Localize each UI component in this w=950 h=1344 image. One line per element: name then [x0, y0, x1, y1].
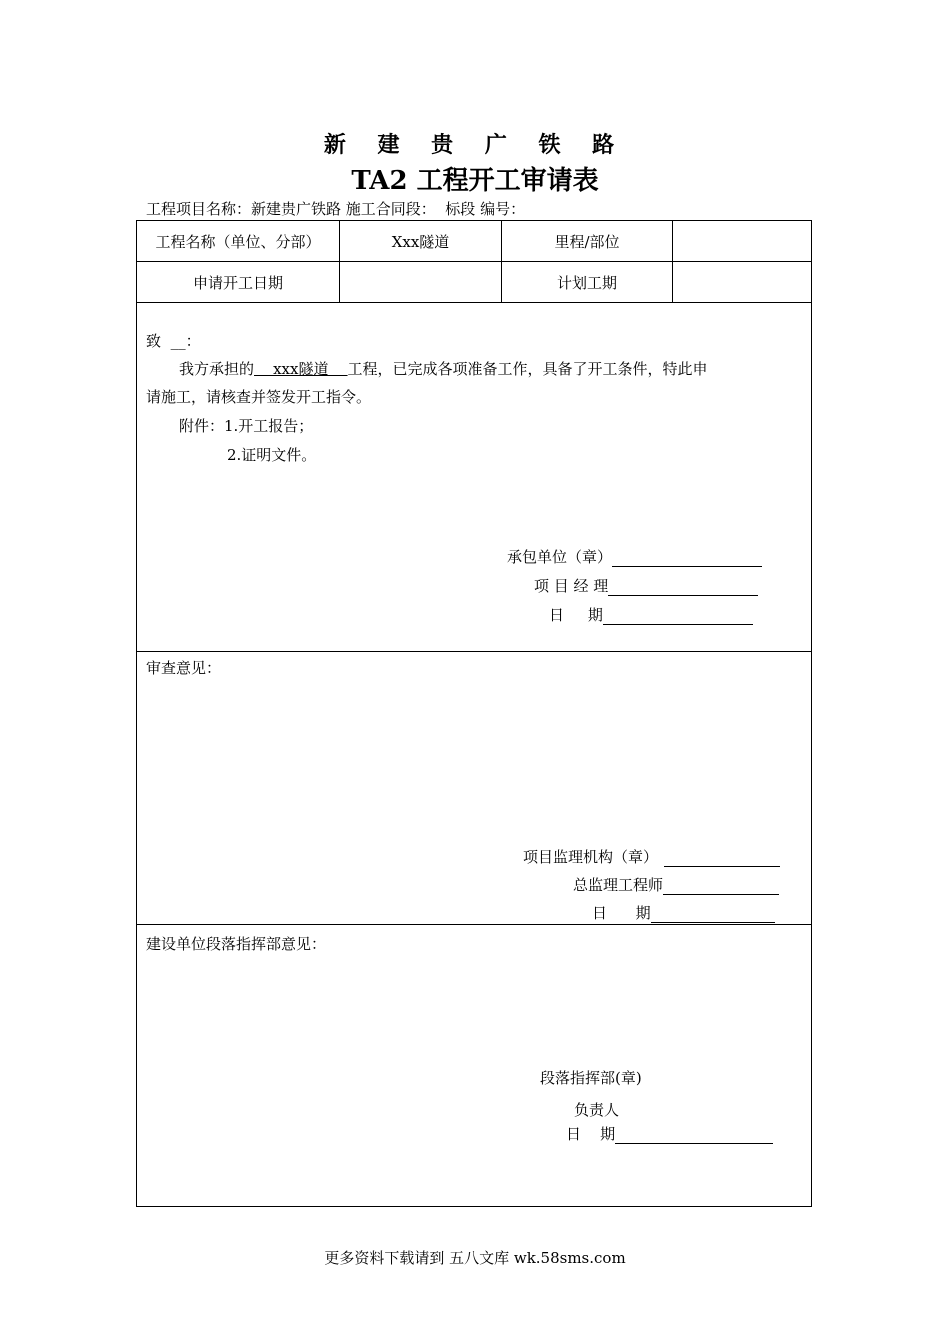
contractor-seal-line — [507, 546, 762, 567]
document-title-line2: TA2 工程开工审请表 — [351, 166, 599, 196]
supervision-org-label: 项目监理机构（章） — [523, 848, 659, 866]
table-cell: 计划工期 — [502, 262, 673, 303]
signature-line — [663, 894, 779, 895]
chief-supervisor-label: 总监理工程师 — [573, 876, 664, 894]
addressee-blank: __ — [170, 332, 186, 350]
owner-date-line — [566, 1123, 773, 1144]
info-table — [136, 220, 812, 303]
request-paragraph-line2: 请施工，请核查并签发开工指令。 — [146, 388, 372, 406]
signature-line — [615, 1143, 773, 1144]
table-row — [137, 221, 812, 262]
project-info-line: 工程项目名称：新建贵广铁路 施工合同段： 标段 编号： — [146, 200, 526, 218]
document-title-line1: 新 建 贵 广 铁 路 — [323, 132, 627, 158]
project-name-blank: xxx隧道 — [254, 360, 348, 378]
table-cell: 申请开工日期 — [137, 262, 340, 303]
section-hq-seal: 段落指挥部(章) — [540, 1069, 642, 1087]
table-cell: 里程/部位 — [502, 221, 673, 262]
table-cell — [673, 221, 812, 262]
attachment-1: 附件：1.开工报告； — [179, 417, 314, 435]
signature-line — [603, 624, 753, 625]
application-date-label: 日 期 — [549, 606, 603, 624]
addressee-label: 致 — [146, 332, 162, 350]
contractor-seal-label: 承包单位（章） — [507, 548, 613, 566]
supervision-org-line — [523, 846, 780, 867]
request-text-end: 工程，已完成各项准备工作，具备了开工条件，特此申 — [347, 360, 708, 378]
application-date-line — [549, 604, 753, 625]
request-paragraph-line1 — [179, 358, 708, 379]
request-text-start: 我方承担的 — [179, 360, 255, 378]
chief-supervisor-line — [573, 874, 779, 895]
table-cell: 工程名称（单位、分部） — [137, 221, 340, 262]
review-section — [136, 652, 812, 925]
review-date-line — [592, 902, 775, 923]
table-cell: Xxx隧道 — [340, 221, 502, 262]
footer-text: 更多资料下载请到 五八文库 wk.58sms.com — [324, 1249, 626, 1267]
signature-line — [612, 566, 762, 567]
review-date-label: 日 期 — [592, 904, 651, 922]
review-label: 审查意见： — [146, 659, 222, 677]
table-cell — [673, 262, 812, 303]
table-row — [137, 262, 812, 303]
addressee-colon: ： — [185, 332, 201, 350]
owner-opinion-section — [136, 925, 812, 1207]
project-manager-line — [534, 575, 758, 596]
signature-line — [651, 922, 775, 923]
owner-opinion-label: 建设单位段落指挥部意见： — [146, 935, 327, 953]
addressee-line — [146, 330, 201, 351]
table-cell — [340, 262, 502, 303]
attachment-2: 2.证明文件。 — [227, 446, 317, 464]
owner-date-label: 日 期 — [566, 1125, 616, 1143]
application-section — [136, 302, 812, 652]
person-in-charge: 负责人 — [574, 1101, 620, 1119]
signature-line — [608, 595, 758, 596]
signature-line — [664, 866, 780, 867]
project-manager-label: 项 目 经 理 — [534, 577, 609, 595]
